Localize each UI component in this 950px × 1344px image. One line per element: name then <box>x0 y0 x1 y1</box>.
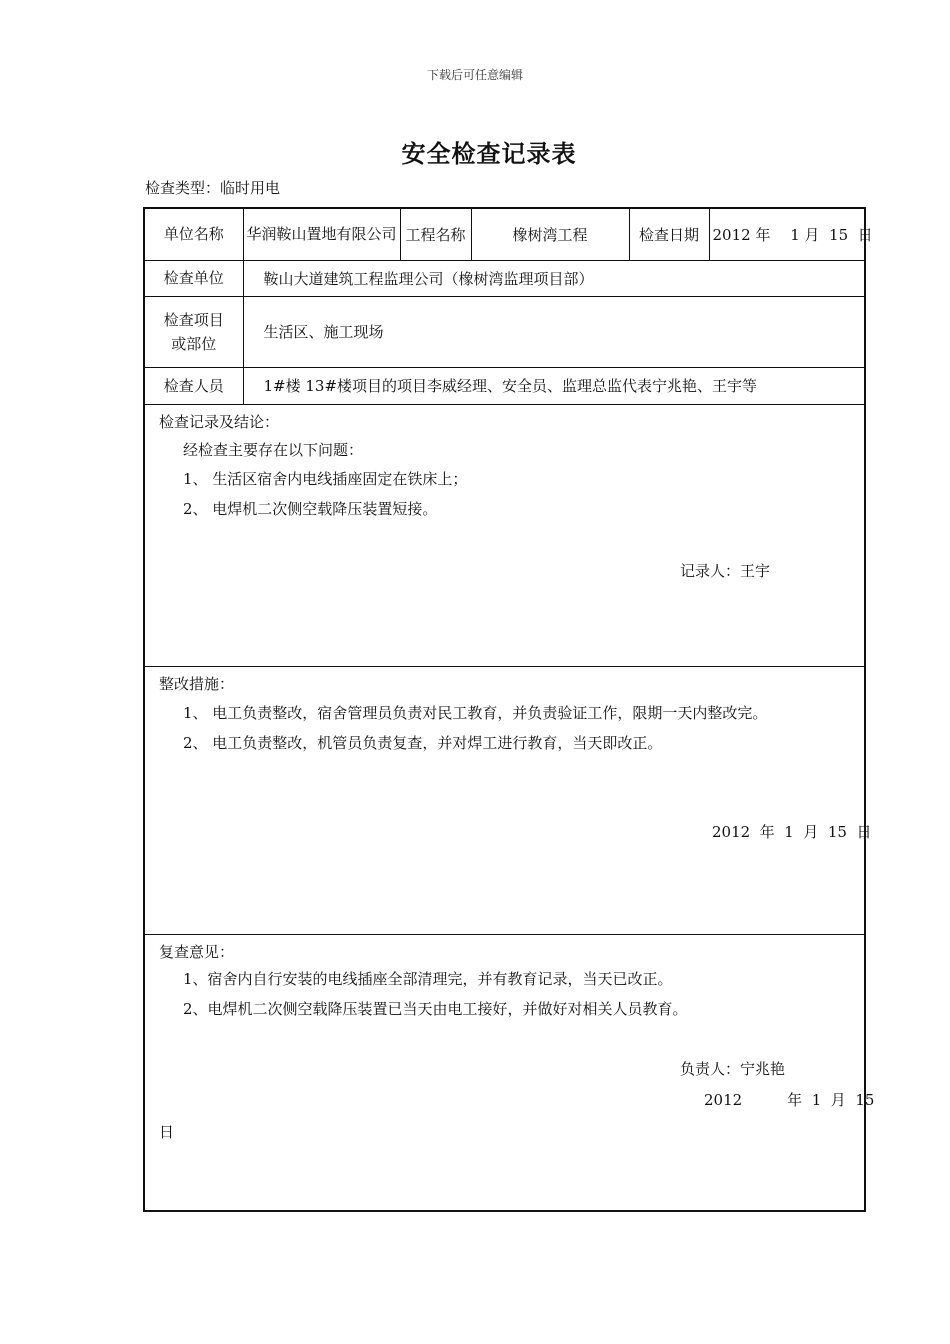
project-label: 工程名称 <box>400 208 471 260</box>
rectify-section <box>144 666 872 934</box>
review-item-2: 2、电焊机二次侧空载降压装置已当天由电工接好，并做好对相关人员教育。 <box>183 999 688 1018</box>
record-section <box>144 404 865 666</box>
check-type: 检查类型：临时用电 <box>145 179 281 197</box>
record-item-1: 1、 生活区宿舍内电线插座固定在铁床上； <box>183 469 468 488</box>
row-rectify <box>144 666 865 934</box>
row-inspecting-unit <box>144 260 865 296</box>
review-item-1: 1、宿舍内自行安装的电线插座全部清理完，并有教育记录，当天已改正。 <box>183 969 673 988</box>
review-date-line1: 2012 年 1 月 15 <box>704 1090 875 1109</box>
page-title: 安全检查记录表 <box>401 140 577 168</box>
inspection-item-label-line2: 或部位 <box>171 334 217 353</box>
unit-label: 单位名称 <box>144 208 243 260</box>
inspection-form <box>143 207 875 1212</box>
row-inspection-item <box>144 296 865 367</box>
record-intro: 经检查主要存在以下问题： <box>183 440 364 459</box>
rectify-item-1: 1、 电工负责整改，宿舍管理员负责对民工教育，并负责验证工作，限期一天内整改完。 <box>183 703 768 722</box>
rectify-item-2: 2、 电工负责整改，机管员负责复查，并对焊工进行教育，当天即改正。 <box>183 733 663 752</box>
record-item-2: 2、 电焊机二次侧空载降压装置短接。 <box>183 499 438 518</box>
rectify-date: 2012 年 1 月 15 日 <box>712 822 872 841</box>
recorder: 记录人：王宇 <box>680 561 771 580</box>
date-value: 2012 年 1 月 15 日 <box>709 208 865 260</box>
inspecting-unit-label: 检查单位 <box>144 260 243 296</box>
rectify-heading: 整改措施： <box>159 674 235 693</box>
row-inspectors <box>144 367 865 404</box>
inspectors-value: 1#楼 13#楼项目的项目李威经理、安全员、监理总监代表宁兆艳、王宇等 <box>243 367 865 404</box>
row-unit <box>144 208 865 260</box>
review-section <box>144 934 875 1211</box>
inspecting-unit-value: 鞍山大道建筑工程监理公司（橡树湾监理项目部） <box>243 260 865 296</box>
project-value: 橡树湾工程 <box>471 208 629 260</box>
review-heading: 复查意见： <box>159 942 235 961</box>
record-heading: 检查记录及结论： <box>159 412 280 431</box>
header-note: 下载后可任意编辑 <box>426 68 523 82</box>
review-responsible: 负责人：宁兆艳 <box>680 1059 786 1078</box>
date-label: 检查日期 <box>629 208 709 260</box>
inspectors-label: 检查人员 <box>144 367 243 404</box>
unit-value: 华润鞍山置地有限公司 <box>243 208 400 260</box>
review-date-line2: 日 <box>159 1122 175 1141</box>
inspection-item-label-line1: 检查项目 <box>163 310 224 329</box>
row-record <box>144 404 865 666</box>
inspection-item-value: 生活区、施工现场 <box>243 296 865 367</box>
row-review <box>144 934 865 1211</box>
inspection-item-label <box>144 296 243 367</box>
